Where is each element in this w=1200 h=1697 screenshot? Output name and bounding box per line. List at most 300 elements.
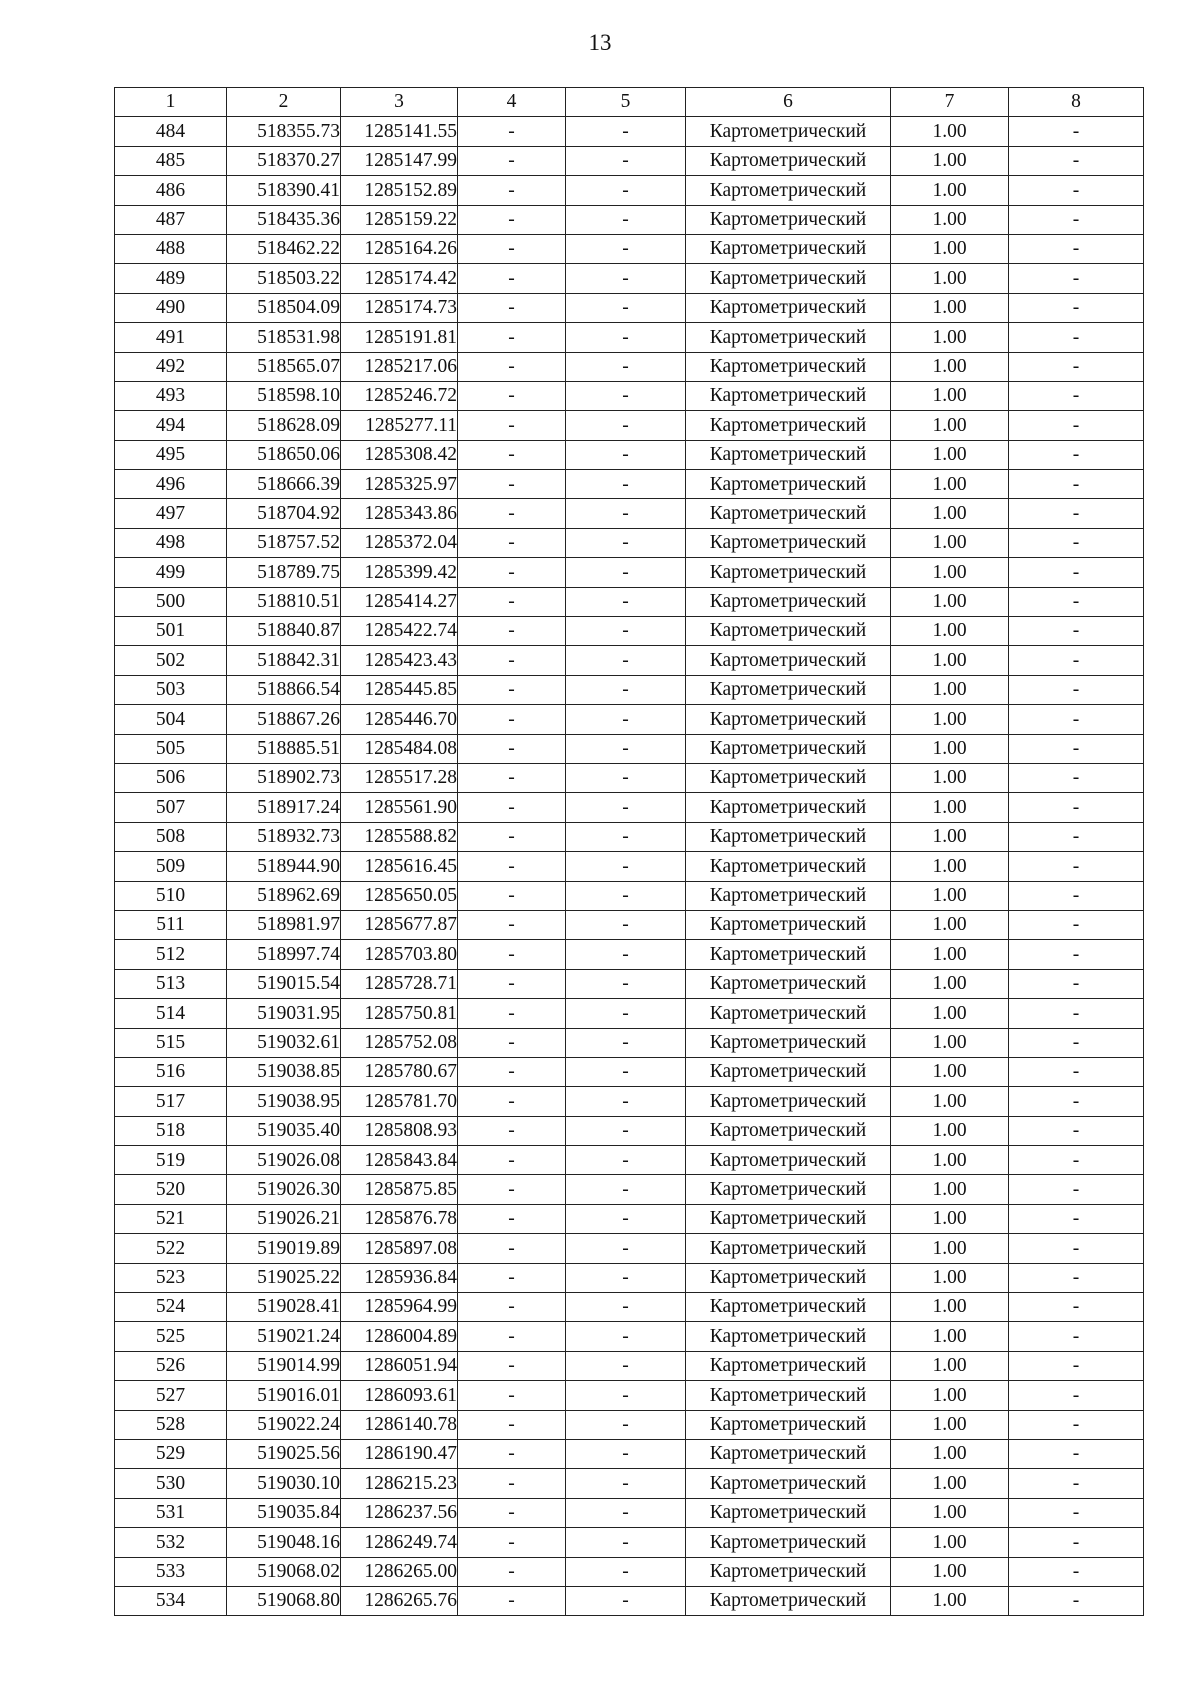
column-4-cell: -: [458, 1410, 566, 1439]
column-4-cell: -: [458, 999, 566, 1028]
column-4-cell: -: [458, 1498, 566, 1527]
y-coordinate-cell: 1286190.47: [341, 1439, 458, 1468]
method-cell: Картометрический: [686, 1087, 891, 1116]
column-4-cell: -: [458, 940, 566, 969]
table-row: [115, 1263, 1144, 1292]
point-number-cell: 516: [115, 1057, 227, 1086]
column-4-cell: -: [458, 1234, 566, 1263]
point-number-cell: 529: [115, 1439, 227, 1468]
method-cell: Картометрический: [686, 793, 891, 822]
method-cell: Картометрический: [686, 734, 891, 763]
accuracy-cell: 1.00: [891, 1351, 1009, 1380]
method-cell: Картометрический: [686, 1586, 891, 1615]
point-number-cell: 511: [115, 910, 227, 939]
point-number-cell: 517: [115, 1087, 227, 1116]
x-coordinate-cell: 518902.73: [227, 763, 341, 792]
y-coordinate-cell: 1285843.84: [341, 1146, 458, 1175]
point-number-cell: 485: [115, 146, 227, 175]
column-4-cell: -: [458, 234, 566, 263]
point-number-cell: 484: [115, 117, 227, 146]
y-coordinate-cell: 1285325.97: [341, 470, 458, 499]
table-row: [115, 323, 1144, 352]
y-coordinate-cell: 1285147.99: [341, 146, 458, 175]
y-coordinate-cell: 1286004.89: [341, 1322, 458, 1351]
column-8-cell: -: [1009, 1410, 1144, 1439]
page-number: 13: [588, 30, 612, 55]
x-coordinate-cell: 519068.80: [227, 1586, 341, 1615]
x-coordinate-cell: 519019.89: [227, 1234, 341, 1263]
method-cell: Картометрический: [686, 1263, 891, 1292]
column-header: 2: [227, 88, 341, 117]
table-row: [115, 470, 1144, 499]
column-8-cell: -: [1009, 146, 1144, 175]
point-number-cell: 489: [115, 264, 227, 293]
column-5-cell: -: [566, 1586, 686, 1615]
column-5-cell: -: [566, 1087, 686, 1116]
x-coordinate-cell: 518867.26: [227, 705, 341, 734]
point-number-cell: 496: [115, 470, 227, 499]
x-coordinate-cell: 518666.39: [227, 470, 341, 499]
x-coordinate-cell: 519035.40: [227, 1116, 341, 1145]
column-5-cell: -: [566, 881, 686, 910]
table-row: [115, 1498, 1144, 1527]
column-8-cell: -: [1009, 646, 1144, 675]
x-coordinate-cell: 518789.75: [227, 558, 341, 587]
column-header: 5: [566, 88, 686, 117]
table-row: [115, 352, 1144, 381]
accuracy-cell: 1.00: [891, 558, 1009, 587]
accuracy-cell: 1.00: [891, 646, 1009, 675]
column-4-cell: -: [458, 1116, 566, 1145]
y-coordinate-cell: 1286215.23: [341, 1469, 458, 1498]
accuracy-cell: 1.00: [891, 499, 1009, 528]
table-header-row: [115, 88, 1144, 117]
method-cell: Картометрический: [686, 910, 891, 939]
x-coordinate-cell: 519015.54: [227, 969, 341, 998]
table-row: [115, 1028, 1144, 1057]
y-coordinate-cell: 1285343.86: [341, 499, 458, 528]
accuracy-cell: 1.00: [891, 1146, 1009, 1175]
x-coordinate-cell: 518932.73: [227, 822, 341, 851]
column-header: 7: [891, 88, 1009, 117]
column-5-cell: -: [566, 793, 686, 822]
column-4-cell: -: [458, 763, 566, 792]
method-cell: Картометрический: [686, 822, 891, 851]
method-cell: Картометрический: [686, 1146, 891, 1175]
method-cell: Картометрический: [686, 558, 891, 587]
column-5-cell: -: [566, 940, 686, 969]
point-number-cell: 507: [115, 793, 227, 822]
method-cell: Картометрический: [686, 440, 891, 469]
accuracy-cell: 1.00: [891, 910, 1009, 939]
table-row: [115, 440, 1144, 469]
y-coordinate-cell: 1286249.74: [341, 1528, 458, 1557]
x-coordinate-cell: 518981.97: [227, 910, 341, 939]
table-row: [115, 1557, 1144, 1586]
table-row: [115, 205, 1144, 234]
point-number-cell: 493: [115, 381, 227, 410]
accuracy-cell: 1.00: [891, 881, 1009, 910]
y-coordinate-cell: 1285677.87: [341, 910, 458, 939]
y-coordinate-cell: 1285650.05: [341, 881, 458, 910]
y-coordinate-cell: 1285964.99: [341, 1293, 458, 1322]
y-coordinate-cell: 1285876.78: [341, 1204, 458, 1233]
column-4-cell: -: [458, 440, 566, 469]
x-coordinate-cell: 519025.22: [227, 1263, 341, 1292]
table-row: [115, 1322, 1144, 1351]
column-8-cell: -: [1009, 1586, 1144, 1615]
accuracy-cell: 1.00: [891, 852, 1009, 881]
table-row: [115, 999, 1144, 1028]
column-5-cell: -: [566, 146, 686, 175]
column-5-cell: -: [566, 1528, 686, 1557]
column-8-cell: -: [1009, 969, 1144, 998]
point-number-cell: 500: [115, 587, 227, 616]
accuracy-cell: 1.00: [891, 1498, 1009, 1527]
column-8-cell: -: [1009, 852, 1144, 881]
table-row: [115, 763, 1144, 792]
method-cell: Картометрический: [686, 1293, 891, 1322]
method-cell: Картометрический: [686, 528, 891, 557]
accuracy-cell: 1.00: [891, 1439, 1009, 1468]
column-5-cell: -: [566, 1381, 686, 1410]
column-5-cell: -: [566, 1439, 686, 1468]
y-coordinate-cell: 1285445.85: [341, 675, 458, 704]
column-8-cell: -: [1009, 234, 1144, 263]
coordinates-table: [114, 87, 1144, 1616]
x-coordinate-cell: 518435.36: [227, 205, 341, 234]
column-8-cell: -: [1009, 1234, 1144, 1263]
column-8-cell: -: [1009, 1322, 1144, 1351]
column-5-cell: -: [566, 1146, 686, 1175]
table-row: [115, 499, 1144, 528]
column-4-cell: -: [458, 499, 566, 528]
table-row: [115, 1381, 1144, 1410]
accuracy-cell: 1.00: [891, 734, 1009, 763]
table-row: [115, 1146, 1144, 1175]
accuracy-cell: 1.00: [891, 1057, 1009, 1086]
point-number-cell: 503: [115, 675, 227, 704]
method-cell: Картометрический: [686, 117, 891, 146]
method-cell: Картометрический: [686, 587, 891, 616]
column-5-cell: -: [566, 205, 686, 234]
column-8-cell: -: [1009, 440, 1144, 469]
y-coordinate-cell: 1285164.26: [341, 234, 458, 263]
x-coordinate-cell: 518650.06: [227, 440, 341, 469]
x-coordinate-cell: 518598.10: [227, 381, 341, 410]
method-cell: Картометрический: [686, 705, 891, 734]
table-row: [115, 1204, 1144, 1233]
column-4-cell: -: [458, 205, 566, 234]
point-number-cell: 532: [115, 1528, 227, 1557]
column-5-cell: -: [566, 470, 686, 499]
column-4-cell: -: [458, 1528, 566, 1557]
method-cell: Картометрический: [686, 1469, 891, 1498]
point-number-cell: 515: [115, 1028, 227, 1057]
accuracy-cell: 1.00: [891, 999, 1009, 1028]
table-row: [115, 1116, 1144, 1145]
y-coordinate-cell: 1285174.42: [341, 264, 458, 293]
x-coordinate-cell: 519021.24: [227, 1322, 341, 1351]
accuracy-cell: 1.00: [891, 1204, 1009, 1233]
x-coordinate-cell: 518885.51: [227, 734, 341, 763]
y-coordinate-cell: 1285875.85: [341, 1175, 458, 1204]
y-coordinate-cell: 1285750.81: [341, 999, 458, 1028]
accuracy-cell: 1.00: [891, 470, 1009, 499]
column-4-cell: -: [458, 734, 566, 763]
column-5-cell: -: [566, 176, 686, 205]
column-8-cell: -: [1009, 734, 1144, 763]
column-5-cell: -: [566, 822, 686, 851]
method-cell: Картометрический: [686, 1322, 891, 1351]
column-8-cell: -: [1009, 1028, 1144, 1057]
point-number-cell: 505: [115, 734, 227, 763]
point-number-cell: 514: [115, 999, 227, 1028]
column-5-cell: -: [566, 617, 686, 646]
x-coordinate-cell: 519016.01: [227, 1381, 341, 1410]
column-4-cell: -: [458, 1469, 566, 1498]
y-coordinate-cell: 1285174.73: [341, 293, 458, 322]
point-number-cell: 525: [115, 1322, 227, 1351]
method-cell: Картометрический: [686, 1116, 891, 1145]
accuracy-cell: 1.00: [891, 940, 1009, 969]
point-number-cell: 487: [115, 205, 227, 234]
column-8-cell: -: [1009, 705, 1144, 734]
point-number-cell: 494: [115, 411, 227, 440]
table-row: [115, 793, 1144, 822]
column-4-cell: -: [458, 293, 566, 322]
accuracy-cell: 1.00: [891, 1381, 1009, 1410]
table-row: [115, 117, 1144, 146]
accuracy-cell: 1.00: [891, 1528, 1009, 1557]
y-coordinate-cell: 1285446.70: [341, 705, 458, 734]
x-coordinate-cell: 518840.87: [227, 617, 341, 646]
accuracy-cell: 1.00: [891, 234, 1009, 263]
column-5-cell: -: [566, 646, 686, 675]
y-coordinate-cell: 1285217.06: [341, 352, 458, 381]
method-cell: Картометрический: [686, 763, 891, 792]
table-row: [115, 1528, 1144, 1557]
table-row: [115, 617, 1144, 646]
table-row: [115, 705, 1144, 734]
method-cell: Картометрический: [686, 1410, 891, 1439]
column-5-cell: -: [566, 587, 686, 616]
column-4-cell: -: [458, 675, 566, 704]
y-coordinate-cell: 1285780.67: [341, 1057, 458, 1086]
accuracy-cell: 1.00: [891, 293, 1009, 322]
column-4-cell: -: [458, 793, 566, 822]
column-8-cell: -: [1009, 470, 1144, 499]
x-coordinate-cell: 518997.74: [227, 940, 341, 969]
method-cell: Картометрический: [686, 411, 891, 440]
point-number-cell: 528: [115, 1410, 227, 1439]
table-row: [115, 822, 1144, 851]
method-cell: Картометрический: [686, 617, 891, 646]
method-cell: Картометрический: [686, 1028, 891, 1057]
column-8-cell: -: [1009, 381, 1144, 410]
point-number-cell: 502: [115, 646, 227, 675]
column-5-cell: -: [566, 852, 686, 881]
column-4-cell: -: [458, 470, 566, 499]
method-cell: Картометрический: [686, 675, 891, 704]
point-number-cell: 520: [115, 1175, 227, 1204]
y-coordinate-cell: 1285752.08: [341, 1028, 458, 1057]
column-8-cell: -: [1009, 675, 1144, 704]
method-cell: Картометрический: [686, 1204, 891, 1233]
column-4-cell: -: [458, 705, 566, 734]
column-4-cell: -: [458, 1146, 566, 1175]
y-coordinate-cell: 1286140.78: [341, 1410, 458, 1439]
accuracy-cell: 1.00: [891, 205, 1009, 234]
y-coordinate-cell: 1286051.94: [341, 1351, 458, 1380]
point-number-cell: 506: [115, 763, 227, 792]
method-cell: Картометрический: [686, 205, 891, 234]
accuracy-cell: 1.00: [891, 381, 1009, 410]
column-5-cell: -: [566, 1204, 686, 1233]
method-cell: Картометрический: [686, 381, 891, 410]
table-row: [115, 1351, 1144, 1380]
column-4-cell: -: [458, 1322, 566, 1351]
column-8-cell: -: [1009, 1498, 1144, 1527]
point-number-cell: 508: [115, 822, 227, 851]
point-number-cell: 519: [115, 1146, 227, 1175]
accuracy-cell: 1.00: [891, 1293, 1009, 1322]
column-8-cell: -: [1009, 1351, 1144, 1380]
point-number-cell: 491: [115, 323, 227, 352]
column-4-cell: -: [458, 323, 566, 352]
table-row: [115, 1234, 1144, 1263]
table-row: [115, 1175, 1144, 1204]
x-coordinate-cell: 518944.90: [227, 852, 341, 881]
point-number-cell: 534: [115, 1586, 227, 1615]
column-5-cell: -: [566, 528, 686, 557]
column-4-cell: -: [458, 587, 566, 616]
point-number-cell: 522: [115, 1234, 227, 1263]
column-4-cell: -: [458, 617, 566, 646]
column-5-cell: -: [566, 1410, 686, 1439]
column-4-cell: -: [458, 1087, 566, 1116]
column-8-cell: -: [1009, 558, 1144, 587]
table-row: [115, 734, 1144, 763]
column-4-cell: -: [458, 1381, 566, 1410]
accuracy-cell: 1.00: [891, 1410, 1009, 1439]
column-header: 3: [341, 88, 458, 117]
column-4-cell: -: [458, 881, 566, 910]
column-8-cell: -: [1009, 1116, 1144, 1145]
column-5-cell: -: [566, 1116, 686, 1145]
y-coordinate-cell: 1285808.93: [341, 1116, 458, 1145]
method-cell: Картометрический: [686, 852, 891, 881]
table-row: [115, 1586, 1144, 1615]
accuracy-cell: 1.00: [891, 1234, 1009, 1263]
table-row: [115, 1439, 1144, 1468]
column-8-cell: -: [1009, 205, 1144, 234]
accuracy-cell: 1.00: [891, 793, 1009, 822]
table-row: [115, 1410, 1144, 1439]
method-cell: Картометрический: [686, 499, 891, 528]
table-row: [115, 176, 1144, 205]
accuracy-cell: 1.00: [891, 1175, 1009, 1204]
table-row: [115, 1469, 1144, 1498]
column-5-cell: -: [566, 1557, 686, 1586]
point-number-cell: 510: [115, 881, 227, 910]
accuracy-cell: 1.00: [891, 617, 1009, 646]
column-4-cell: -: [458, 646, 566, 675]
x-coordinate-cell: 519048.16: [227, 1528, 341, 1557]
column-4-cell: -: [458, 528, 566, 557]
table-row: [115, 940, 1144, 969]
table-row: [115, 852, 1144, 881]
table-row: [115, 587, 1144, 616]
x-coordinate-cell: 519030.10: [227, 1469, 341, 1498]
column-8-cell: -: [1009, 1175, 1144, 1204]
accuracy-cell: 1.00: [891, 411, 1009, 440]
point-number-cell: 486: [115, 176, 227, 205]
column-4-cell: -: [458, 176, 566, 205]
x-coordinate-cell: 518504.09: [227, 293, 341, 322]
column-4-cell: -: [458, 969, 566, 998]
table-row: [115, 528, 1144, 557]
column-5-cell: -: [566, 969, 686, 998]
table-row: [115, 558, 1144, 587]
point-number-cell: 524: [115, 1293, 227, 1322]
column-8-cell: -: [1009, 822, 1144, 851]
x-coordinate-cell: 519028.41: [227, 1293, 341, 1322]
y-coordinate-cell: 1285423.43: [341, 646, 458, 675]
y-coordinate-cell: 1285588.82: [341, 822, 458, 851]
point-number-cell: 509: [115, 852, 227, 881]
method-cell: Картометрический: [686, 1057, 891, 1086]
method-cell: Картометрический: [686, 1351, 891, 1380]
method-cell: Картометрический: [686, 1557, 891, 1586]
x-coordinate-cell: 518757.52: [227, 528, 341, 557]
x-coordinate-cell: 518355.73: [227, 117, 341, 146]
column-5-cell: -: [566, 910, 686, 939]
column-8-cell: -: [1009, 352, 1144, 381]
x-coordinate-cell: 519026.08: [227, 1146, 341, 1175]
table-row: [115, 293, 1144, 322]
x-coordinate-cell: 519026.30: [227, 1175, 341, 1204]
accuracy-cell: 1.00: [891, 675, 1009, 704]
accuracy-cell: 1.00: [891, 1322, 1009, 1351]
column-8-cell: -: [1009, 176, 1144, 205]
x-coordinate-cell: 519014.99: [227, 1351, 341, 1380]
column-4-cell: -: [458, 1293, 566, 1322]
column-4-cell: -: [458, 822, 566, 851]
accuracy-cell: 1.00: [891, 763, 1009, 792]
column-header: 8: [1009, 88, 1144, 117]
column-4-cell: -: [458, 1439, 566, 1468]
column-5-cell: -: [566, 293, 686, 322]
point-number-cell: 533: [115, 1557, 227, 1586]
y-coordinate-cell: 1285414.27: [341, 587, 458, 616]
y-coordinate-cell: 1285277.11: [341, 411, 458, 440]
column-header: 1: [115, 88, 227, 117]
method-cell: Картометрический: [686, 1528, 891, 1557]
x-coordinate-cell: 518503.22: [227, 264, 341, 293]
y-coordinate-cell: 1285561.90: [341, 793, 458, 822]
column-header: 6: [686, 88, 891, 117]
point-number-cell: 530: [115, 1469, 227, 1498]
column-8-cell: -: [1009, 617, 1144, 646]
column-5-cell: -: [566, 1469, 686, 1498]
point-number-cell: 512: [115, 940, 227, 969]
method-cell: Картометрический: [686, 176, 891, 205]
column-5-cell: -: [566, 323, 686, 352]
column-8-cell: -: [1009, 323, 1144, 352]
accuracy-cell: 1.00: [891, 1028, 1009, 1057]
column-8-cell: -: [1009, 587, 1144, 616]
